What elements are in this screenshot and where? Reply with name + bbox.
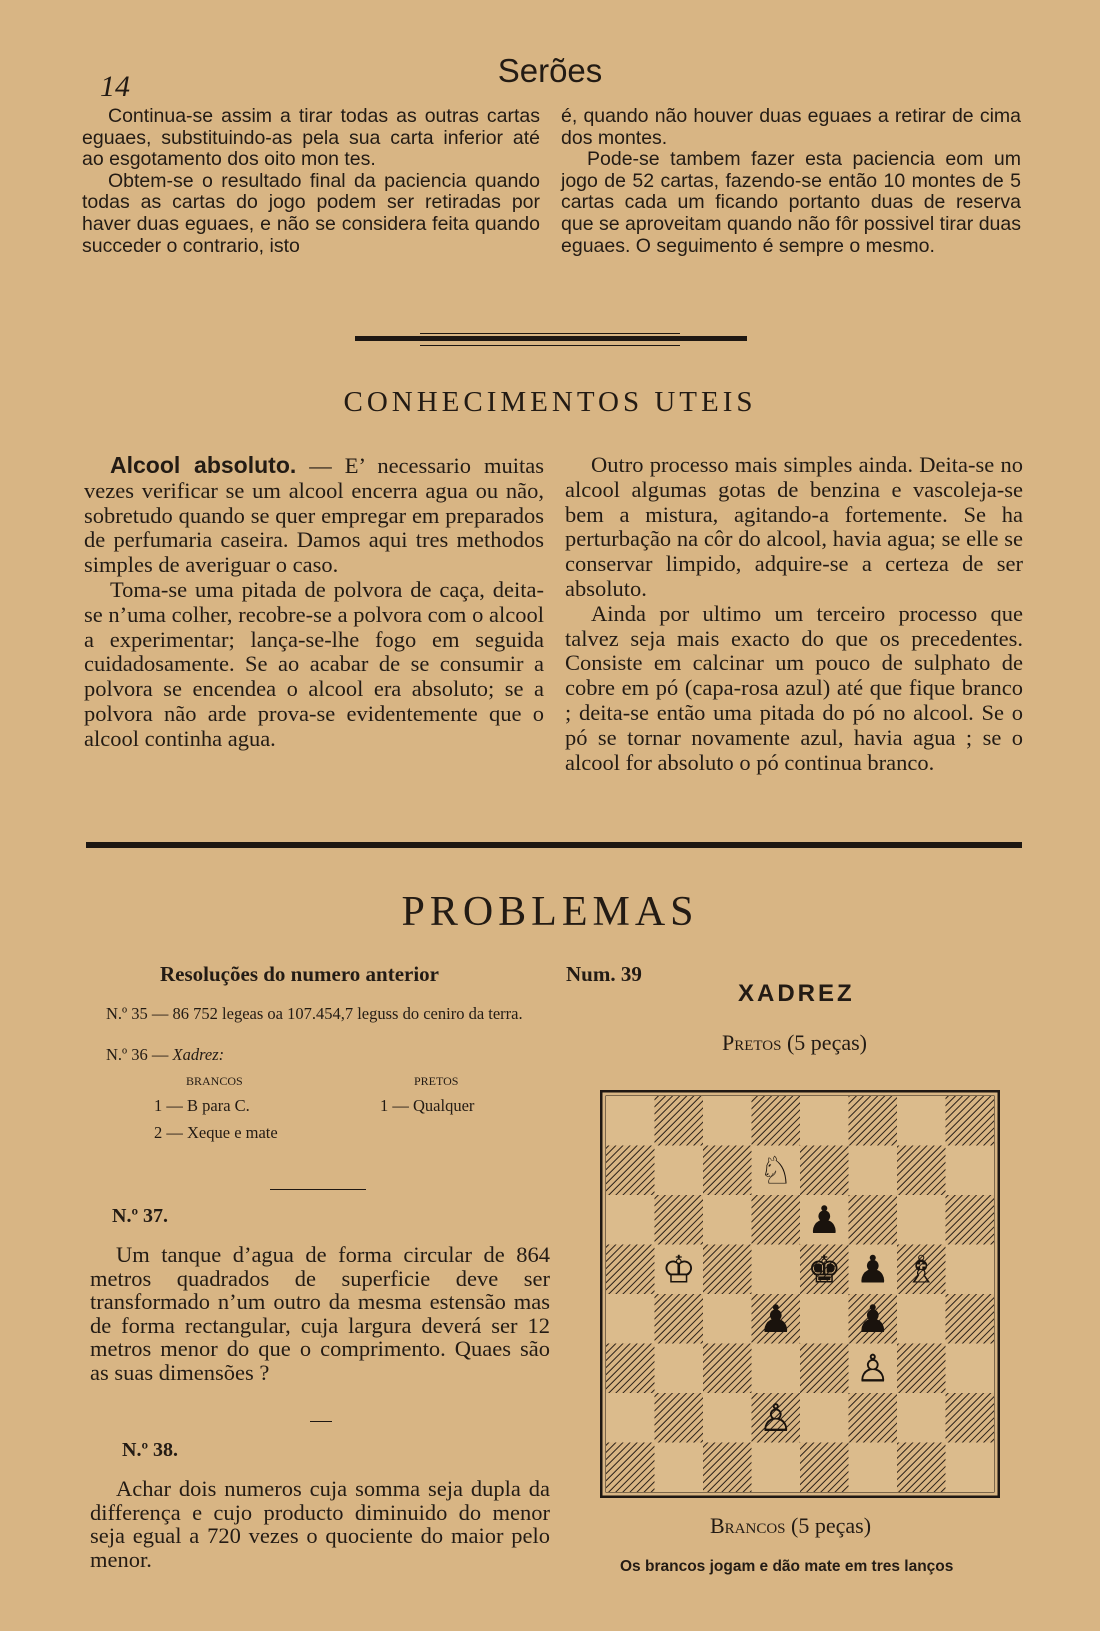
brancos-label-text: Brancos [710, 1513, 786, 1538]
page-number: 14 [100, 70, 130, 103]
square-c1 [703, 1443, 752, 1493]
square-h6 [946, 1195, 995, 1245]
square-c7 [703, 1146, 752, 1196]
white-pawn-f3: ♙ [855, 1346, 890, 1391]
alcool-paragraph-2: Toma-se uma pitada de polvora de caça, deita-se n’uma colher, recobre-se a polvora com o alcool a experimentar; lança-se-lhe fogo em seguida cuidadosamente. Se ao acabar de se consumir a polvora se encendea o alcool era absoluto; se a polvora não arde prova-se evidentemente que o alcool continha agua. [84, 576, 544, 751]
square-g7 [897, 1146, 946, 1196]
square-b7 [655, 1146, 704, 1196]
square-h7 [946, 1146, 995, 1196]
xadrez-title: XADREZ [738, 980, 855, 1007]
square-g4 [897, 1294, 946, 1344]
top-left-paragraph-2: Obtem-se o resultado final da paciencia quando todas as cartas do jogo podem ser retiradas por haver duas eguaes, e não se considera feita quando succeder o contrario, isto [82, 169, 540, 257]
brancos-label [710, 1513, 871, 1539]
square-a5 [606, 1245, 655, 1295]
brancos-count: (5 peças) [791, 1513, 872, 1538]
top-article-right-column [561, 106, 1021, 257]
square-e7 [800, 1146, 849, 1196]
resolucoes-title: Resoluções do numero anterior [160, 962, 439, 986]
square-h2 [946, 1393, 995, 1443]
square-a1 [606, 1443, 655, 1493]
square-h3 [946, 1344, 995, 1394]
white-pawn-d2: ♙ [758, 1395, 793, 1440]
section-title-problemas: PROBLEMAS [401, 889, 699, 935]
solution-n35 [88, 1005, 548, 1023]
square-c4 [703, 1294, 752, 1344]
square-c8 [703, 1096, 752, 1146]
conhecimentos-right-column [565, 453, 1023, 775]
square-a4 [606, 1294, 655, 1344]
top-right-paragraph-1: é, quando não houver duas eguaes a retirar de cima dos montes. [561, 105, 1021, 149]
square-d8 [752, 1096, 801, 1146]
problem-37-title: N.º 37. [112, 1205, 169, 1227]
white-knight-d7: ♘ [758, 1148, 793, 1193]
square-f8 [849, 1096, 898, 1146]
black-pawn-f5: ♟ [855, 1247, 890, 1292]
black-pawn-d4: ♟ [758, 1296, 793, 1341]
problem-39-number: Num. 39 [566, 962, 642, 986]
brancos-move-2: 2 — Xeque e mate [154, 1123, 278, 1142]
top-left-paragraph-1: Continua-se assim a tirar todas as outras cartas eguaes, substituindo-as pela sua carta inferior até ao esgotamento dos oito mon tes. [82, 105, 540, 171]
square-g2 [897, 1393, 946, 1443]
alcool-lead-text: — E’ necessario muitas vezes verificar se um alcool encerra agua ou não, sobretudo quando se quer empregar em preparados de perfumaria caseira. Damos aqui tres methodos simples de averiguar o caso. [84, 453, 545, 578]
section-divider [86, 842, 1022, 848]
square-d3 [752, 1344, 801, 1394]
black-pawn-f4: ♟ [855, 1296, 890, 1341]
black-king-e5: ♚ [807, 1247, 842, 1292]
magazine-title: Serões [497, 52, 603, 89]
square-f6 [849, 1195, 898, 1245]
alcool-paragraph-3: Outro processo mais simples ainda. Deita-se no alcool algumas gotas de benzina e vascoleja-se bem a mistura, agitando-a fortemente. Se ha perturbação na côr do alcool, havia agua; se elle se conservar limpido, adquire-se a certeza de ser absoluto. [565, 452, 1023, 601]
ornamental-divider-thin-lower [420, 345, 680, 346]
square-c3 [703, 1344, 752, 1394]
solution-n36-label: N.º 36 — [106, 1045, 169, 1064]
white-king-b5: ♔ [661, 1247, 696, 1292]
top-article-left-column [82, 106, 540, 257]
square-a8 [606, 1096, 655, 1146]
small-divider-1 [270, 1189, 366, 1190]
section-title-conhecimentos: CONHECIMENTOS UTEIS [343, 386, 757, 418]
square-d1 [752, 1443, 801, 1493]
square-b6 [655, 1195, 704, 1245]
square-e8 [800, 1096, 849, 1146]
problem-38-text [90, 1477, 550, 1571]
brancos-heading: BRANCOS [186, 1074, 243, 1088]
square-e2 [800, 1393, 849, 1443]
square-b8 [655, 1096, 704, 1146]
problem-37-text [90, 1243, 550, 1384]
top-right-paragraph-2: Pode-se tambem fazer esta paciencia eom um jogo de 52 cartas, fazendo-se então 10 montes de 5 cartas cada um ficando portanto duas de reserva que se aproveitam quando não fôr possivel tirar duas eguaes. O seguimento é sempre o mesmo. [561, 148, 1021, 257]
square-b2 [655, 1393, 704, 1443]
square-a2 [606, 1393, 655, 1443]
solution-n36 [106, 1046, 224, 1064]
conhecimentos-left-column [84, 453, 544, 752]
square-b4 [655, 1294, 704, 1344]
problem-38-title: N.º 38. [122, 1439, 179, 1461]
ornamental-divider-thin [420, 333, 680, 334]
square-a3 [606, 1344, 655, 1394]
solution-n35-label: N.º 35 [106, 1004, 148, 1023]
square-g6 [897, 1195, 946, 1245]
square-h8 [946, 1096, 995, 1146]
alcool-lead-bold: Alcool absoluto. [110, 452, 297, 478]
square-c2 [703, 1393, 752, 1443]
pretos-label-text: Pretos [722, 1030, 782, 1055]
problem-38-paragraph: Achar dois numeros cuja somma seja dupla da differença e cujo producto diminuido do menor seja egual a 720 vezes o quociente do maior pelo menor. [90, 1476, 550, 1572]
small-divider-2 [310, 1421, 332, 1422]
square-g3 [897, 1344, 946, 1394]
square-c5 [703, 1245, 752, 1295]
alcool-paragraph-4: Ainda por ultimo um terceiro processo que talvez seja mais exacto do que os precedentes. Consiste em calcinar um pouco de sulphato de cobre em pó (capa-rosa azul) até que fique branco ; deita-se então uma pitada do pó no alcool. Se o pó se tornar novamente azul, havia agua ; se o alcool for absoluto o pó continua branco. [565, 600, 1023, 775]
square-a7 [606, 1146, 655, 1196]
square-h4 [946, 1294, 995, 1344]
square-b1 [655, 1443, 704, 1493]
alcool-lead-paragraph [84, 453, 544, 578]
solution-n35-text: — 86 752 legeas oa 107.454,7 leguss do ceniro da terra. [151, 1004, 523, 1023]
square-e4 [800, 1294, 849, 1344]
square-g8 [897, 1096, 946, 1146]
square-f7 [849, 1146, 898, 1196]
white-bishop-g5: ♗ [904, 1247, 939, 1292]
square-e1 [800, 1443, 849, 1493]
chess-caption: Os brancos jogam e dão mate em tres lanços [620, 1558, 954, 1575]
square-f2 [849, 1393, 898, 1443]
brancos-move-1: 1 — B para C. [154, 1096, 250, 1115]
pretos-move-1: 1 — Qualquer [380, 1096, 475, 1115]
problem-37-paragraph: Um tanque d’agua de forma circular de 864 metros quadrados de superficie deve ser transformado n’um outro da mesma estensão mas de forma rectangular, cuja largura deverá ser 12 metros menor do que o comprimento. Quaes são as suas dimensões ? [90, 1242, 550, 1385]
square-f1 [849, 1443, 898, 1493]
chess-board [600, 1090, 1000, 1498]
board-squares [606, 1096, 994, 1492]
solution-n36-italic: Xadrez: [172, 1045, 225, 1064]
square-h1 [946, 1443, 995, 1493]
square-d6 [752, 1195, 801, 1245]
black-pawn-e6: ♟ [807, 1197, 842, 1242]
ornamental-divider-top [355, 336, 747, 341]
square-h5 [946, 1245, 995, 1295]
square-a6 [606, 1195, 655, 1245]
square-g1 [897, 1443, 946, 1493]
pretos-count: (5 peças) [786, 1030, 867, 1055]
square-e3 [800, 1344, 849, 1394]
square-d5 [752, 1245, 801, 1295]
pretos-heading: PRETOS [414, 1074, 459, 1088]
square-b3 [655, 1344, 704, 1394]
pretos-label [722, 1030, 867, 1056]
square-c6 [703, 1195, 752, 1245]
